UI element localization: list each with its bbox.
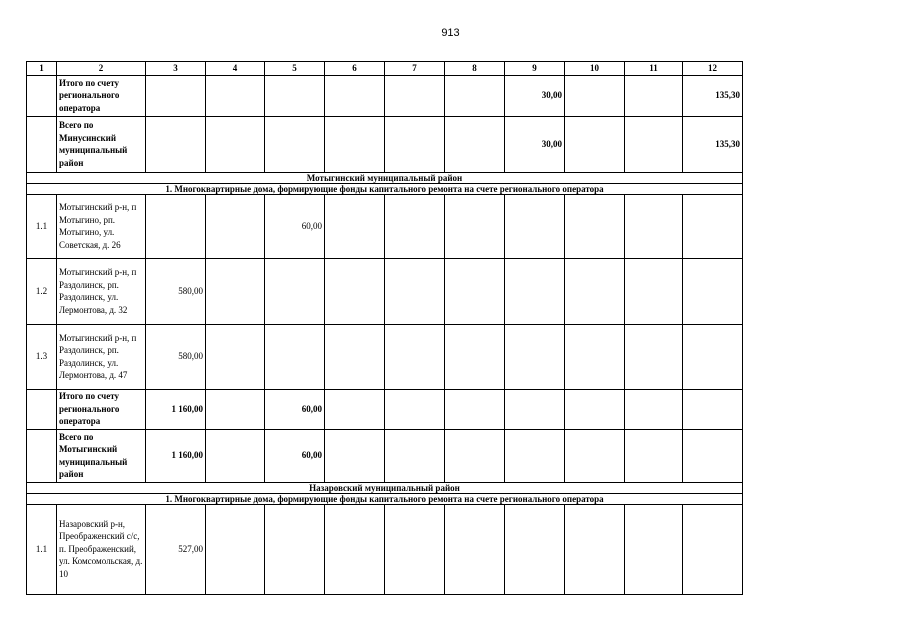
amount-cell bbox=[565, 258, 625, 324]
amount-cell: 1 160,00 bbox=[146, 429, 206, 482]
total-row bbox=[27, 116, 743, 172]
amount-cell bbox=[565, 75, 625, 116]
amount-cell bbox=[445, 389, 505, 429]
table-row bbox=[27, 258, 743, 324]
address-cell: Итого по счету регионального оператора bbox=[57, 389, 146, 429]
amount-cell bbox=[206, 504, 265, 594]
column-header: 2 bbox=[57, 62, 146, 76]
row-index-cell: 1.2 bbox=[27, 258, 57, 324]
total-row bbox=[27, 75, 743, 116]
amount-cell bbox=[505, 324, 565, 389]
section-heading-row bbox=[27, 183, 743, 194]
amount-cell bbox=[683, 324, 743, 389]
amount-cell bbox=[445, 429, 505, 482]
page-number: 913 bbox=[441, 27, 460, 39]
amount-cell: 60,00 bbox=[265, 389, 325, 429]
amount-cell bbox=[445, 324, 505, 389]
amount-cell bbox=[385, 75, 445, 116]
amount-cell bbox=[445, 258, 505, 324]
amount-cell bbox=[385, 116, 445, 172]
row-index-cell bbox=[27, 75, 57, 116]
address-cell: Мотыгинский р-н, п Раздолинск, рп. Раздолинск, ул. Лермонтова, д. 32 bbox=[57, 258, 146, 324]
works-table bbox=[26, 61, 743, 595]
amount-cell bbox=[325, 116, 385, 172]
amount-cell bbox=[265, 258, 325, 324]
address-cell: Мотыгинский р-н, п Раздолинск, рп. Раздолинск, ул. Лермонтова, д. 47 bbox=[57, 324, 146, 389]
row-index-cell bbox=[27, 389, 57, 429]
amount-cell bbox=[445, 116, 505, 172]
amount-cell bbox=[265, 116, 325, 172]
table-row bbox=[27, 194, 743, 258]
amount-cell bbox=[206, 194, 265, 258]
amount-cell bbox=[505, 258, 565, 324]
amount-cell: 135,30 bbox=[683, 75, 743, 116]
amount-cell bbox=[565, 429, 625, 482]
amount-cell bbox=[505, 429, 565, 482]
section-heading: Мотыгинский муниципальный район bbox=[27, 172, 743, 183]
table-row bbox=[27, 324, 743, 389]
address-cell: Итого по счету регионального оператора bbox=[57, 75, 146, 116]
address-cell: Всего по Мотыгинский муниципальный район bbox=[57, 429, 146, 482]
amount-cell bbox=[206, 258, 265, 324]
amount-cell bbox=[565, 324, 625, 389]
amount-cell bbox=[325, 389, 385, 429]
amount-cell bbox=[565, 116, 625, 172]
amount-cell bbox=[625, 389, 683, 429]
amount-cell bbox=[206, 75, 265, 116]
row-index-cell bbox=[27, 429, 57, 482]
column-header: 9 bbox=[505, 62, 565, 76]
row-index-cell: 1.1 bbox=[27, 194, 57, 258]
section-heading-row bbox=[27, 172, 743, 183]
table-row bbox=[27, 504, 743, 594]
amount-cell bbox=[325, 504, 385, 594]
column-header: 7 bbox=[385, 62, 445, 76]
section-heading: 1. Многоквартирные дома, формирующие фонды капитального ремонта на счете регионального оператора bbox=[27, 183, 743, 194]
amount-cell bbox=[385, 194, 445, 258]
amount-cell bbox=[385, 429, 445, 482]
column-header: 6 bbox=[325, 62, 385, 76]
address-cell: Всего по Минусинский муниципальный район bbox=[57, 116, 146, 172]
amount-cell bbox=[625, 194, 683, 258]
amount-cell bbox=[265, 75, 325, 116]
amount-cell bbox=[445, 504, 505, 594]
amount-cell bbox=[565, 504, 625, 594]
amount-cell bbox=[385, 324, 445, 389]
section-heading-row bbox=[27, 493, 743, 504]
amount-cell bbox=[325, 324, 385, 389]
amount-cell bbox=[683, 504, 743, 594]
column-header: 5 bbox=[265, 62, 325, 76]
amount-cell bbox=[146, 116, 206, 172]
amount-cell: 60,00 bbox=[265, 194, 325, 258]
amount-cell bbox=[445, 75, 505, 116]
amount-cell: 580,00 bbox=[146, 324, 206, 389]
amount-cell bbox=[683, 389, 743, 429]
row-index-cell: 1.3 bbox=[27, 324, 57, 389]
amount-cell: 60,00 bbox=[265, 429, 325, 482]
column-header: 11 bbox=[625, 62, 683, 76]
amount-cell bbox=[625, 116, 683, 172]
address-cell: Мотыгинский р-н, п Мотыгино, рп. Мотыгино, ул. Советская, д. 26 bbox=[57, 194, 146, 258]
column-header: 8 bbox=[445, 62, 505, 76]
amount-cell bbox=[625, 75, 683, 116]
amount-cell bbox=[625, 324, 683, 389]
amount-cell bbox=[385, 504, 445, 594]
amount-cell: 30,00 bbox=[505, 75, 565, 116]
row-index-cell bbox=[27, 116, 57, 172]
amount-cell bbox=[206, 429, 265, 482]
amount-cell bbox=[565, 194, 625, 258]
amount-cell bbox=[625, 504, 683, 594]
amount-cell: 1 160,00 bbox=[146, 389, 206, 429]
column-header: 3 bbox=[146, 62, 206, 76]
amount-cell bbox=[505, 194, 565, 258]
amount-cell bbox=[265, 324, 325, 389]
column-header: 10 bbox=[565, 62, 625, 76]
amount-cell bbox=[146, 75, 206, 116]
address-cell: Назаровский р-н, Преображенский с/с, п. Преображенский, ул. Комсомольская, д. 10 bbox=[57, 504, 146, 594]
amount-cell: 580,00 bbox=[146, 258, 206, 324]
amount-cell bbox=[505, 504, 565, 594]
amount-cell bbox=[625, 258, 683, 324]
section-heading: Назаровский муниципальный район bbox=[27, 482, 743, 493]
amount-cell bbox=[146, 194, 206, 258]
amount-cell bbox=[265, 504, 325, 594]
amount-cell bbox=[385, 258, 445, 324]
amount-cell bbox=[683, 194, 743, 258]
amount-cell bbox=[325, 75, 385, 116]
total-row bbox=[27, 389, 743, 429]
amount-cell bbox=[625, 429, 683, 482]
amount-cell bbox=[206, 116, 265, 172]
amount-cell bbox=[445, 194, 505, 258]
amount-cell bbox=[683, 258, 743, 324]
amount-cell bbox=[206, 324, 265, 389]
amount-cell bbox=[505, 389, 565, 429]
amount-cell bbox=[385, 389, 445, 429]
amount-cell: 135,30 bbox=[683, 116, 743, 172]
amount-cell bbox=[325, 429, 385, 482]
column-header: 12 bbox=[683, 62, 743, 76]
amount-cell bbox=[325, 194, 385, 258]
amount-cell bbox=[565, 389, 625, 429]
amount-cell bbox=[325, 258, 385, 324]
row-index-cell: 1.1 bbox=[27, 504, 57, 594]
amount-cell bbox=[683, 429, 743, 482]
column-number-header-row bbox=[27, 62, 743, 76]
total-row bbox=[27, 429, 743, 482]
column-header: 1 bbox=[27, 62, 57, 76]
amount-cell bbox=[206, 389, 265, 429]
section-heading-row bbox=[27, 482, 743, 493]
column-header: 4 bbox=[206, 62, 265, 76]
amount-cell: 527,00 bbox=[146, 504, 206, 594]
section-heading: 1. Многоквартирные дома, формирующие фонды капитального ремонта на счете регионального оператора bbox=[27, 493, 743, 504]
amount-cell: 30,00 bbox=[505, 116, 565, 172]
